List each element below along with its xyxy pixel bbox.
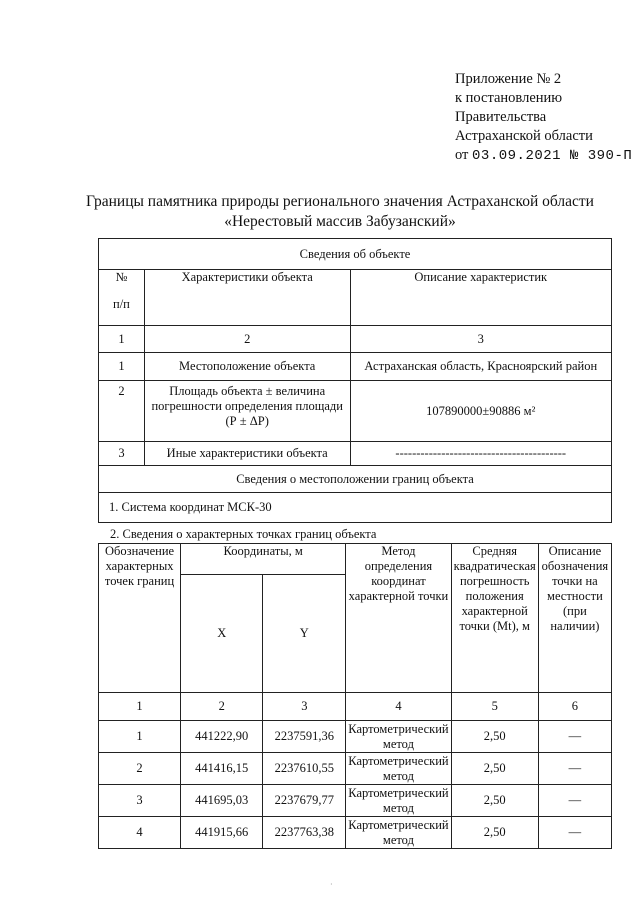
h-designation: Обозначение характерных точек границ [99, 544, 181, 693]
row-desc: 107890000±90886 м² [350, 381, 611, 442]
appendix-line: Астраханской области [455, 128, 593, 144]
coord-system: 1. Система координат МСК-30 [99, 493, 612, 523]
date-prefix: от [455, 147, 469, 163]
h-x: X [181, 575, 263, 693]
section-title: Сведения о местоположении границ объекта [99, 466, 612, 493]
col-header-desc: Описание характеристик [350, 270, 611, 326]
document-title [60, 192, 620, 232]
col-header-char: Характеристики объекта [144, 270, 350, 326]
point-method: Картометрический метод [346, 817, 451, 849]
table-row [99, 721, 612, 753]
appendix-line: Правительства [455, 109, 547, 125]
index-cell: 1 [99, 326, 145, 353]
table-row [99, 785, 612, 817]
page-mark: · [330, 880, 333, 889]
point-desc: — [538, 753, 611, 785]
index-cell: 4 [346, 693, 451, 721]
index-cell: 1 [99, 693, 181, 721]
appendix-line: Приложение № 2 [455, 71, 562, 87]
appendix-block [455, 70, 632, 166]
h-coords: Координаты, м [181, 544, 346, 575]
index-cell: 6 [538, 693, 611, 721]
appendix-line: к постановлению [455, 90, 563, 106]
row-num: 1 [99, 353, 145, 381]
index-cell: 5 [451, 693, 538, 721]
point-x: 441222,90 [181, 721, 263, 753]
point-y: 2237591,36 [263, 721, 346, 753]
row-desc: ----------------------------------------- [350, 442, 611, 466]
point-num: 4 [99, 817, 181, 849]
row-num: 2 [99, 381, 145, 442]
point-desc: — [538, 817, 611, 849]
appendix-date [455, 146, 632, 166]
date-stamp: 03.09.2021 № 390-П [472, 148, 633, 164]
row-char: Местоположение объекта [144, 353, 350, 381]
row-desc: Астраханская область, Красноярский район [350, 353, 611, 381]
section-title: Сведения об объекте [99, 239, 612, 270]
point-x: 441695,03 [181, 785, 263, 817]
point-num: 2 [99, 753, 181, 785]
index-cell: 3 [263, 693, 346, 721]
point-accuracy: 2,50 [451, 753, 538, 785]
h-description: Описание обозначения точки на местности (при наличии) [538, 544, 611, 693]
point-num: 3 [99, 785, 181, 817]
point-accuracy: 2,50 [451, 785, 538, 817]
num-abbr: п/п [113, 297, 130, 311]
index-cell: 2 [181, 693, 263, 721]
point-y: 2237763,38 [263, 817, 346, 849]
point-accuracy: 2,50 [451, 817, 538, 849]
row-char: Иные характеристики объекта [144, 442, 350, 466]
h-y: Y [263, 575, 346, 693]
point-method: Картометрический метод [346, 721, 451, 753]
h-accuracy: Средняя квадратическая погрешность положения характерной точки (Mt), м [451, 544, 538, 693]
col-header-num [99, 270, 145, 326]
table-row [99, 753, 612, 785]
title-line: Границы памятника природы регионального значения Астраханской области [86, 193, 594, 210]
point-num: 1 [99, 721, 181, 753]
title-line: «Нерестовый массив Забузанский» [224, 213, 456, 230]
object-info-table [98, 238, 612, 523]
point-accuracy: 2,50 [451, 721, 538, 753]
point-desc: — [538, 721, 611, 753]
point-method: Картометрический метод [346, 753, 451, 785]
index-cell: 2 [144, 326, 350, 353]
point-y: 2237679,77 [263, 785, 346, 817]
points-table [98, 543, 612, 849]
points-section-title: 2. Сведения о характерных точках границ объекта [110, 527, 377, 541]
row-char: Площадь объекта ± величина погрешности определения площади (Р ± ΔР) [144, 381, 350, 442]
num-sign: № [115, 270, 128, 284]
table-row [99, 817, 612, 849]
h-method: Метод определения координат характерной точки [346, 544, 451, 693]
point-method: Картометрический метод [346, 785, 451, 817]
point-x: 441915,66 [181, 817, 263, 849]
point-desc: — [538, 785, 611, 817]
point-x: 441416,15 [181, 753, 263, 785]
index-cell: 3 [350, 326, 611, 353]
point-y: 2237610,55 [263, 753, 346, 785]
row-num: 3 [99, 442, 145, 466]
